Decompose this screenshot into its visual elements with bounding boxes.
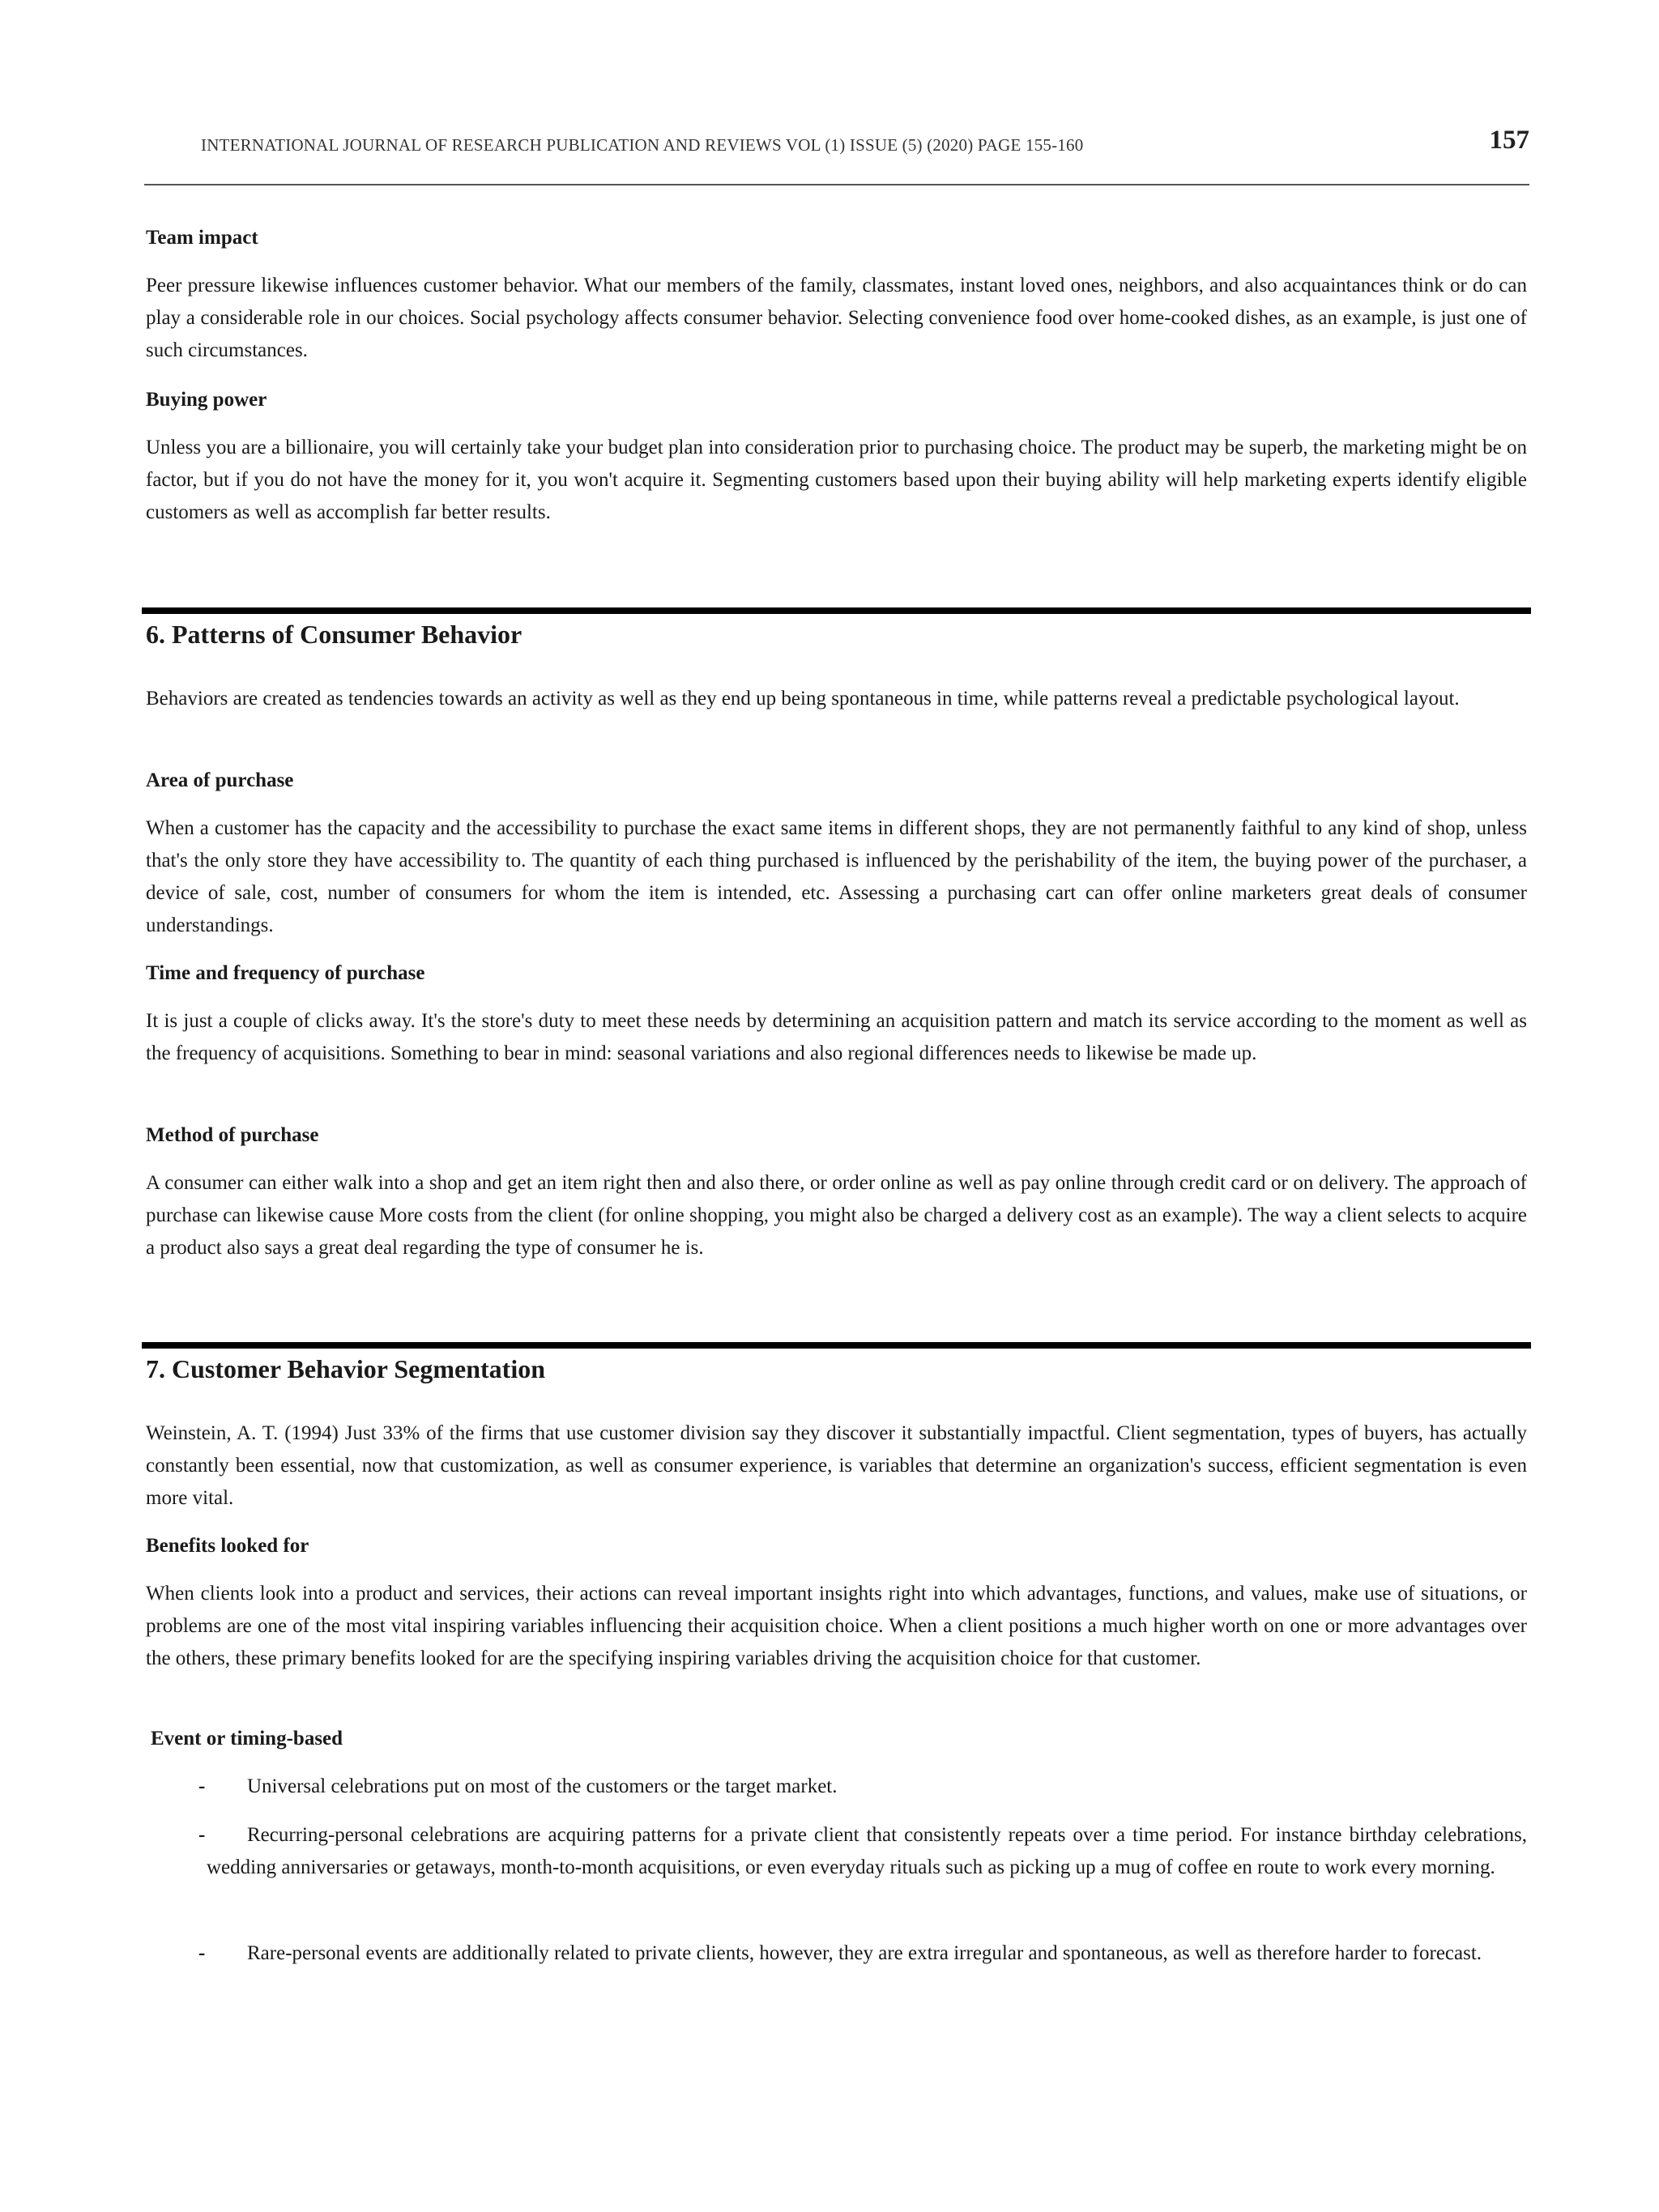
list-item (198, 1819, 1527, 1884)
bullet-marker: - (198, 1824, 206, 1846)
paragraph-segmentation-intro: Weinstein, A. T. (1994) Just 33% of the firms that use customer division say they discover it substantially impactful. Client segmentation, types of buyers, has actually constantly been essential, now that customization, as well as consumer experience, is variables that determine an organization's success, efficient segmentation is even more vital. (146, 1422, 1527, 1509)
section-divider (142, 607, 1531, 614)
journal-citation: INTERNATIONAL JOURNAL OF RESEARCH PUBLICATION AND REVIEWS VOL (1) ISSUE (5) (2020) PAGE 155-160 (201, 135, 1084, 155)
section-title-7: 7. Customer Behavior Segmentation (146, 1354, 546, 1383)
subheading-method-of-purchase: Method of purchase (146, 1124, 319, 1146)
subheading-team-impact: Team impact (146, 227, 258, 249)
list-item-text: Recurring-personal celebrations are acquiring patterns for a private client that consistently repeats over a time period. For instance birthday celebrations, wedding anniversaries or getaways, month-to-month acquisitions, or even everyday rituals such as picking up a mug of coffee en route to work every morning. (207, 1824, 1527, 1878)
bullet-marker: - (198, 1942, 206, 1964)
section-title-6: 6. Patterns of Consumer Behavior (146, 620, 522, 649)
paragraph-area-of-purchase: When a customer has the capacity and the accessibility to purchase the exact same items in different shops, they are not permanently faithful to any kind of shop, unless that's the only store they have accessibility to. The quantity of each thing purchased is influenced by the perishability of the item, the buying power of the purchaser, a device of sale, cost, number of consumers for whom the item is intended, etc. Assessing a purchasing cart can offer online marketers great deals of consumer understandings. (146, 817, 1527, 936)
paragraph-patterns-intro: Behaviors are created as tendencies towards an activity as well as they end up being spontaneous in time, while patterns reveal a predictable psychological layout. (146, 688, 1460, 710)
list-item (198, 1771, 1527, 1803)
paragraph-method-of-purchase: A consumer can either walk into a shop and get an item right then and also there, or order online as well as pay online through credit card or on delivery. The approach of purchase can likewise cause More costs from the client (for online shopping, you might also be charged a delivery cost as an example). The way a client selects to acquire a product also says a great deal regarding the type of consumer he is. (146, 1172, 1527, 1259)
subheading-benefits: Benefits looked for (146, 1535, 309, 1557)
subheading-event-timing: Event or timing-based (151, 1728, 343, 1750)
paragraph-buying-power: Unless you are a billionaire, you will certainly take your budget plan into consideration prior to purchasing choice. The product may be superb, the marketing might be on factor, but if you do not have the money for it, you won't acquire it. Segmenting customers based upon their buying ability will help marketing experts identify eligible customers as well as accomplish far better results. (146, 437, 1527, 523)
list-item (198, 1937, 1527, 1970)
running-header (144, 126, 1529, 185)
list-item-text: Universal celebrations put on most of the customers or the target market. (247, 1775, 838, 1797)
paragraph-benefits: When clients look into a product and services, their actions can reveal important insights right into which advantages, functions, and values, make use of situations, or problems are one of the most vital inspiring variables influencing their acquisition choice. When a client positions a much higher worth on one or more advantages over the others, these primary benefits looked for are the specifying inspiring variables driving the acquisition choice for that customer. (146, 1583, 1527, 1669)
subheading-time-frequency: Time and frequency of purchase (146, 962, 425, 984)
paragraph-team-impact: Peer pressure likewise influences customer behavior. What our members of the family, classmates, instant loved ones, neighbors, and also acquaintances think or do can play a considerable role in our choices. Social psychology affects consumer behavior. Selecting convenience food over home-cooked dishes, as an example, is just one of such circumstances. (146, 275, 1527, 361)
section-divider (142, 1342, 1531, 1349)
paragraph-time-frequency: It is just a couple of clicks away. It's the store's duty to meet these needs by determining an acquisition pattern and match its service according to the moment as well as the frequency of acquisitions. Something to bear in mind: seasonal variations and also regional differences needs to likewise be made up. (146, 1010, 1527, 1064)
subheading-area-of-purchase: Area of purchase (146, 769, 294, 791)
list-item-text: Rare-personal events are additionally related to private clients, however, they are extra irregular and spontaneous, as well as therefore harder to forecast. (247, 1942, 1482, 1964)
bullet-marker: - (198, 1775, 206, 1797)
page-number: 157 (1489, 126, 1529, 155)
subheading-buying-power: Buying power (146, 389, 267, 411)
